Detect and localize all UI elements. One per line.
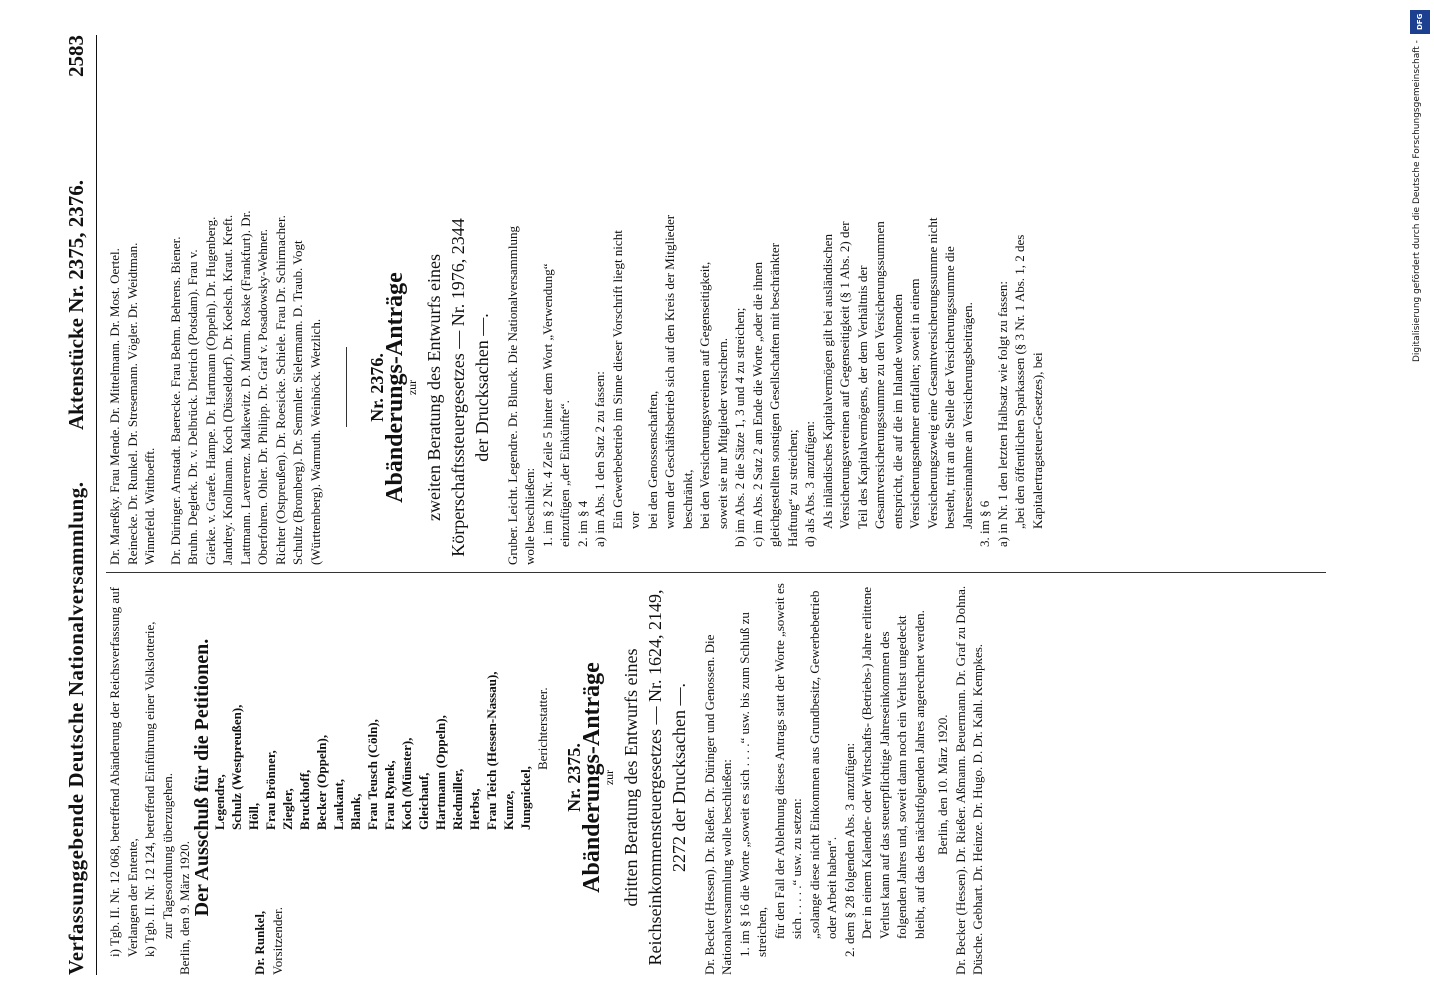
doc-subject: zweiten Beratung des Entwurfs eines Körperschaftssteuergesetzes — Nr. 1976, 2344 der Drucksachen —. xyxy=(423,218,492,557)
motion-point-1-text: „solange diese nicht Einkommen aus Grundbesitz, Gewerbebetrieb oder Arbeit haben“. xyxy=(806,590,839,939)
motion-point-2a: a) im Abs. 1 den Satz 2 zu fassen: xyxy=(592,371,607,547)
column-divider xyxy=(106,572,1326,573)
member-name: Schulz (Westpreußen), xyxy=(229,704,244,830)
motion-text: bei den Versicherungsvereinen auf Gegenseitigkeit, xyxy=(697,261,712,529)
separator-rule xyxy=(346,348,347,428)
dfg-logo-text: DFG xyxy=(1416,13,1424,31)
member-name: Frau Teusch (Cöln), xyxy=(365,719,380,830)
running-header xyxy=(60,35,97,975)
signers-group-2: Dr. Düringer. Arnstadt. Baerecke. Frau Behm. Behrens. Biener. Bruhn. Deglerk. Dr. v. Delbrück. Dietrich (Potsdam). Frau v. Gierke. v. Graefe. Hampe. Dr. Hartmann (Oppeln). Dr. Hugenberg. Jandrey. Knollmann. Koch (Düsseldorf). Dr. Koelsch. Kraut. Kreft. Lattmann. Laverrenz. Malkewitz. D. Mumm. Roske (Frankfurt). Dr. Oberfohren. Ohler. Dr. Philipp. Dr. Graf v. Posadowsky-Wehner. Richter (Ostpreußen). Dr. Roesicke. Schiele. Frau Dr. Schirmacher. Schultz (Bromberg). Dr. Semmler. Sielermann. D. Traub. Vogt (Württemberg). Warmuth. Weinhöck. Wetzlich. xyxy=(167,210,323,565)
member-name: Koch (Münster), xyxy=(399,737,414,830)
member-name: Frau Rynek, xyxy=(382,760,397,830)
motion-point-2-text: Der in einem Kalender- oder Wirtschafts- (Betriebs-) Jahre erlittene Verlust kann auf das steuerpflichtige Jahreseinkommen des folgenden Jahres und, soweit dann noch ein Verlust ungedeckt bleibt, auf das des nächstfolgenden Jahres angerechnet werden. xyxy=(859,587,927,939)
member-name: Bruckhoff, xyxy=(297,769,312,830)
motion-text: soweit sie nur Mitglieder versichern. xyxy=(714,338,730,529)
member-name: Becker (Oppeln), xyxy=(314,734,329,830)
motion-point-2: 2. dem § 28 folgenden Abs. 3 anzufügen: xyxy=(841,742,857,957)
page-number: 2583 xyxy=(64,35,88,77)
motion-point-2c: c) im Abs. 2 Satz 2 am Ende die Worte „oder die ihnen gleichgestellten sonstigen Gesellschaften mit beschränkter Haftung“ zu streichen; xyxy=(749,243,800,547)
motion-point-1: 1. im § 16 die Worte „soweit es sich . . . .“ usw. bis zum Schluß zu streichen, xyxy=(736,612,769,957)
doc-subject: dritten Beratung des Entwurfs eines Reichseinkommensteuergesetzes — Nr. 1624, 2149, 2272 der Drucksachen —. xyxy=(620,589,689,966)
digitization-sidebar xyxy=(1408,6,1434,996)
member-name: Herbst, xyxy=(467,788,482,830)
doc-number: Nr. 2376. xyxy=(367,353,387,422)
document-page xyxy=(60,35,1390,975)
motion-point-3a: a) in Nr. 1 den letzten Halbsatz wie folgt zu fassen: xyxy=(994,280,1010,547)
motion-point-3: 3. im § 6 xyxy=(977,500,992,547)
motion-intro: Dr. Becker (Hessen). Dr. Rießer. Dr. Düringer und Genossen. Die Nationalversammlung wolle beschließen: xyxy=(701,634,734,975)
member-name: Gleichauf, xyxy=(416,772,431,830)
committee-heading: Der Ausschuß für die Petitionen. xyxy=(190,638,213,917)
motion-text: „bei den öffentlichen Sparkassen (§ 3 Nr. 1 Abs. 1, 2 des Kapitalertragsteuer-Gesetzes), bei xyxy=(1012,234,1045,529)
signers-cont: Dr. Mareßky. Frau Mende. Dr. Mittelmann. Dr. Most. Oertel. Reinecke. Dr. Runkel. Dr. Stresemann. Vögler. Dr. Weidtman. Winnefeld. Witthoefft. xyxy=(107,242,157,565)
member-name: Hartmann (Oppeln), xyxy=(433,715,448,830)
column-right xyxy=(106,210,1046,565)
motion-text: Als inländisches Kapitalvermögen gilt bei ausländischen Versicherungsvereinen auf Gegenseitigkeit (§ 1 Abs. 2) der Teil des Kapitalvermögens, der dem Verhältnis der Gesamtversicherungssumme zu den Versicherungssummen entspricht, die auf die im Inlande wohnenden Versicherungsnehmer entfallen; soweit in einem Versicherungszweig eine Gesamtversicherungssumme nicht besteht, tritt an die Stelle der Versicherungssumme die Jahreseinnahme an Versicherungsbeiträgen. xyxy=(819,217,975,529)
column-left xyxy=(106,580,987,975)
dfg-logo-icon xyxy=(1410,10,1430,34)
member-name: Laukant, xyxy=(331,779,346,830)
date-line: Berlin, den 9. März 1920. xyxy=(177,841,192,975)
signers: Dr. Becker (Hessen). Dr. Rießer. Aßmann. Beuermann. Dr. Graf zu Dohna. Düsche. Gebhart. Dr. Heinze. Dr. Hugo. D. Dr. Kahl. Kempkes. xyxy=(952,585,985,975)
motion-point-1-alt: für den Fall der Ablehnung dieses Antrags statt der Worte „soweit es sich . . . . .“ usw. zu setzen: xyxy=(771,583,804,939)
doc-number: Nr. 2375. xyxy=(564,743,584,812)
member-name: Frau Brönner, xyxy=(263,750,278,830)
doc-title: Abänderungs-Anträge xyxy=(578,662,605,893)
motion-point-1: 1. im § 2 Nr. 4 Zeile 5 hinter dem Wort „Verwendung“ einzufügen „der Einkünfte“. xyxy=(539,263,572,547)
motion-point-2: 2. im § 4 xyxy=(574,500,590,547)
member-name: Blank, xyxy=(348,793,363,830)
motion-point-2d: d) als Abs. 3 anzufügen: xyxy=(802,420,817,547)
member-name: Höll, xyxy=(246,802,261,830)
zur-word: zur xyxy=(405,379,419,396)
agenda-line: zur Tagesordnung überzugehen. xyxy=(159,773,175,939)
motion-point-2b: b) im Abs. 2 die Sätze 1, 3 und 4 zu streichen; xyxy=(732,307,747,547)
member-name: Jungnickel, xyxy=(518,766,533,830)
item-k: k) Tgb. II. Nr. 12 124, betreffend Einführung einer Volkslotterie, xyxy=(142,621,157,957)
header-documents: Aktenstücke Nr. 2375, 2376. xyxy=(64,179,88,430)
member-name: Kunze, xyxy=(501,790,516,830)
motion-text: wenn der Geschäftsbetrieb sich auf den Kreis der Mitglieder beschränkt, xyxy=(662,214,695,529)
item-i: i) Tgb. II. Nr. 12 068, betreffend Abänderung der Reichsverfassung auf Verlangen der Entente, xyxy=(107,587,140,957)
digitization-note: Digitalisierung gefördert durch die Deutsche Forschungsgemeinschaft - xyxy=(1412,40,1422,362)
motion-text: Ein Gewerbebetrieb im Sinne dieser Vorschrift liegt nicht vor xyxy=(609,230,642,529)
member-name: Frau Teich (Hessen-Nassau), xyxy=(484,671,499,830)
doc-title: Abänderungs-Anträge xyxy=(381,272,408,503)
member-name: Riedmiller, xyxy=(450,768,465,830)
chair-role: Vorsitzender. xyxy=(269,907,285,975)
reporter-role: Berichterstatter. xyxy=(535,687,550,770)
header-title: Verfassunggebende Deutsche Nationalversammlung. xyxy=(64,481,88,975)
member-name: Ziegler, xyxy=(280,788,295,830)
member-name: Legendre, xyxy=(212,774,227,830)
zur-word: zur xyxy=(602,769,616,786)
date-line-2: Berlin, den 10. März 1920. xyxy=(935,714,950,855)
chair-name: Dr. Runkel, xyxy=(252,910,267,975)
motion-intro: Gruber. Leicht. Legendre. Dr. Blunck. Die Nationalversammlung wolle beschließen: xyxy=(504,226,537,565)
motion-text: bei den Genossenschaften, xyxy=(644,390,660,529)
